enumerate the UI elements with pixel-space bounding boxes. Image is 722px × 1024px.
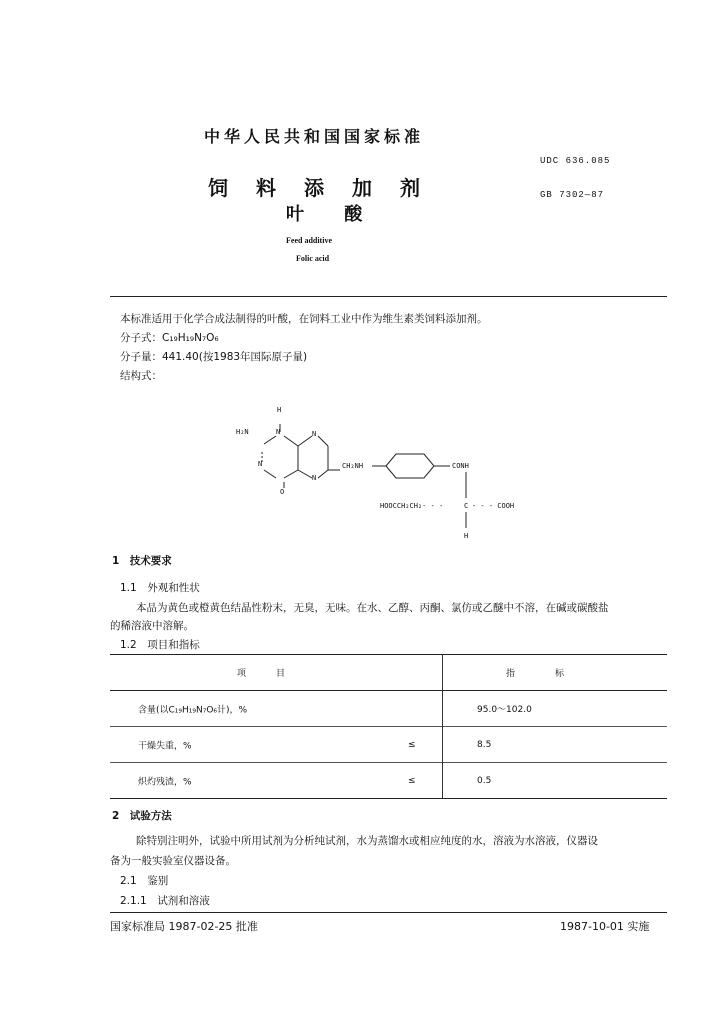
atom-label: H — [464, 532, 469, 540]
item-label: 炽灼残渣，% — [138, 777, 192, 787]
comparison-operator: ≤ — [408, 775, 416, 786]
paragraph-line: 除特别注明外，试验中所用试剂为分析纯试剂，水为蒸馏水或相应纯度的水，溶液为水溶液，仪器设 — [136, 835, 598, 847]
bond-line — [284, 470, 298, 478]
table-cell-item — [110, 691, 443, 727]
subtitle-char: 叶 — [286, 204, 304, 225]
subsection-heading: 2.1.1 试剂和溶液 — [120, 895, 210, 907]
title-char: 饲 — [208, 176, 228, 200]
subtitle-char: 酸 — [344, 204, 363, 225]
subsection-heading: 1.1 外观和性状 — [120, 582, 200, 594]
paragraph-line: 本品为黄色或橙黄色结晶性粉末，无臭，无味。在水、乙醇、丙酮、氯仿或乙醚中不溶，在碱或碳酸盐 — [136, 602, 609, 614]
bond-line — [318, 436, 328, 446]
atom-label: N — [258, 460, 263, 468]
atom-label: CH₂NH — [342, 462, 364, 470]
table-row — [110, 691, 667, 727]
approval-line: 国家标准局 1987-02-25 批准 — [110, 920, 258, 933]
atom-label: O — [280, 488, 285, 496]
title-char: 加 — [352, 176, 372, 200]
title-char: 料 — [256, 176, 276, 200]
udc-code: UDC 636.085 — [540, 156, 611, 166]
section-heading: 1 技术要求 — [112, 555, 172, 567]
table-header: 指标 — [505, 669, 604, 679]
table-cell-value: 8.5 — [477, 739, 492, 750]
bond-line — [264, 436, 276, 444]
structural-formula — [228, 400, 538, 550]
atom-label: C — [464, 502, 469, 510]
table-header-row — [110, 655, 667, 691]
paragraph-line: 的稀溶液中溶解。 — [110, 620, 194, 632]
document-subtitle — [286, 200, 396, 226]
atom-label: N — [312, 430, 317, 438]
atom-label: H₂N — [236, 428, 249, 436]
header-divider — [110, 296, 667, 297]
paragraph-line: 备为一般实验室仪器设备。 — [110, 855, 236, 867]
bond-line — [284, 436, 298, 446]
table-cell-value: 0.5 — [477, 775, 492, 786]
atom-label: CONH — [452, 462, 469, 470]
table-cell-item — [110, 727, 443, 763]
comparison-operator: ≤ — [408, 739, 416, 750]
atom-label: N — [312, 474, 317, 482]
section-heading: 2 试验方法 — [112, 810, 172, 822]
table-row — [110, 763, 667, 799]
document-title — [208, 172, 448, 201]
table-cell-item — [110, 763, 443, 799]
table-header: 项目 — [110, 655, 443, 691]
bond-line — [318, 470, 328, 478]
bond-line — [264, 470, 276, 478]
effective-date: 1987-10-01 实施 — [560, 920, 650, 933]
atom-label: H — [277, 406, 282, 414]
standard-title: 中华人民共和国国家标准 — [204, 127, 425, 146]
english-title-line2: Folic acid — [296, 254, 330, 263]
molecular-weight: 分子量：441.40(按1983年国际原子量) — [120, 351, 308, 363]
title-char: 添 — [304, 176, 324, 200]
item-label: 干燥失重，% — [138, 741, 192, 751]
atom-label: N — [276, 428, 281, 436]
atom-label: - - - COOH — [472, 502, 515, 510]
table-cell-value: 95.0～102.0 — [477, 705, 532, 715]
molecular-formula: 分子式：C₁₉H₁₉N₇O₆ — [120, 332, 219, 344]
gb-number: GB 7302—87 — [540, 190, 605, 200]
spec-table — [110, 654, 667, 799]
footer-divider — [110, 912, 667, 913]
atom-label: HOOCCH₂CH₂- - - — [380, 502, 444, 510]
subsection-heading: 2.1 鉴别 — [120, 875, 169, 887]
benzene-ring — [386, 454, 434, 478]
structure-label: 结构式： — [120, 370, 162, 382]
scope-text: 本标准适用于化学合成法制得的叶酸，在饲料工业中作为维生素类饲料添加剂。 — [120, 313, 488, 325]
english-title-line1: Feed additive — [286, 236, 332, 245]
title-char: 剂 — [400, 176, 420, 200]
bond-line — [298, 470, 312, 478]
table-row — [110, 727, 667, 763]
subsection-heading: 1.2 项目和指标 — [120, 639, 200, 651]
bond-line — [298, 436, 312, 446]
item-label: 含量(以C₁₉H₁₉N₇O₆计)，% — [138, 705, 248, 715]
